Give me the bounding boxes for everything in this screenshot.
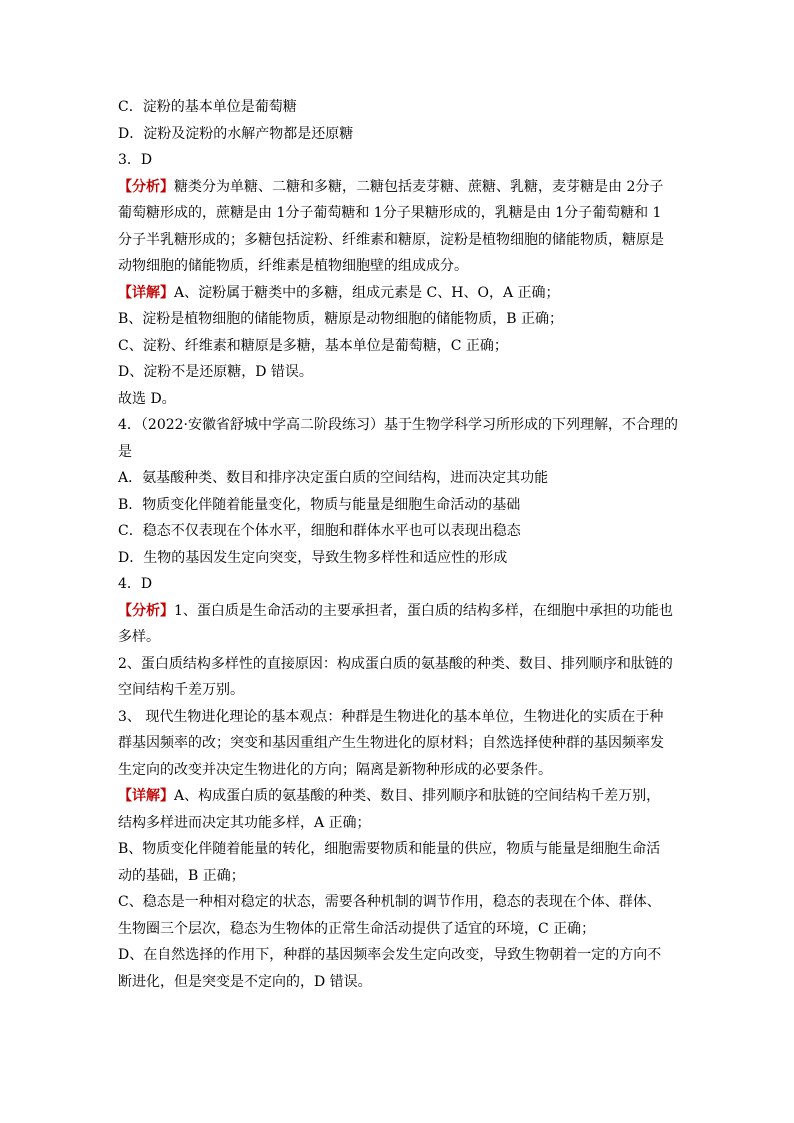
q4-analysis-line-2: 多样。 [118, 629, 160, 645]
q3-analysis-line-4: 动物细胞的储能物质，纤维素是植物细胞壁的组成成分。 [118, 258, 468, 274]
q4-stem-line-2: 是 [118, 443, 132, 460]
q4-analysis-line-3: 2、蛋白质结构多样性的直接原因：构成蛋白质的氨基酸的种类、数目、排列顺序和肽链的 [118, 655, 673, 672]
q3-analysis-text-1: 糖类分为单糖、二糖和多糖，二糖包括麦芽糖、蔗糖、乳糖，麦芽糖是由 2分子 [174, 178, 664, 195]
q3-detail-line-2: B、淀粉是植物细胞的储能物质，糖原是动物细胞的储能物质，B 正确； [118, 311, 564, 327]
q4-detail-line-4: 动的基础，B 正确； [118, 867, 245, 884]
q3-analysis-tag: 【分析】 [118, 178, 174, 195]
q3-conclusion: 故选 D。 [118, 390, 176, 407]
q3-analysis-line-3: 分子半乳糖形成的；多糖包括淀粉、纤维素和糖原，淀粉是植物细胞的储能物质，糖原是 [118, 231, 664, 248]
q4-detail-text-1: A、构成蛋白质的氨基酸的种类、数目、排列顺序和肽链的空间结构千差万别， [174, 788, 661, 804]
q4-detail-line-5: C、稳态是一种相对稳定的状态，需要各种机制的调节作用，稳态的表现在个体、群体、 [118, 894, 661, 910]
q4-analysis-tag: 【分析】 [118, 602, 174, 619]
q3-option-c: C．淀粉的基本单位是葡萄糖 [118, 99, 297, 115]
q3-option-d: D．淀粉及淀粉的水解产物都是还原糖 [118, 125, 354, 142]
document-content [118, 94, 678, 995]
q4-detail-line-1 [118, 783, 678, 810]
q4-stem-line-1: 4．（2022·安徽省舒城中学高二阶段练习）基于生物学科学习所形成的下列理解，不合理的 [118, 417, 678, 433]
q4-analysis-line-7: 生定向的改变并决定生物进化的方向；隔离是新物种形成的必要条件。 [118, 761, 552, 778]
q3-detail-line-4: D、淀粉不是还原糖，D 错误。 [118, 364, 313, 380]
q4-analysis-text-1: 1、蛋白质是生命活动的主要承担者，蛋白质的结构多样，在细胞中承担的功能也 [174, 602, 673, 619]
q4-analysis-line-5: 3、 现代生物进化理论的基本观点：种群是生物进化的基本单位，生物进化的实质在于种 [118, 708, 664, 725]
q4-detail-line-3: B、物质变化伴随着能量的转化，细胞需要物质和能量的供应，物质与能量是细胞生命活 [118, 841, 661, 857]
q3-analysis-line-2: 葡萄糖形成的，蔗糖是由 1分子葡萄糖和 1分子果糖形成的，乳糖是由 1分子葡萄糖和 1 [118, 205, 662, 221]
q4-detail-line-2: 结构多样进而决定其功能多样，A 正确； [118, 814, 371, 831]
q3-detail-tag: 【详解】 [118, 284, 174, 301]
q3-detail-line-3: C、淀粉、纤维素和糖原是多糖，基本单位是葡萄糖，C 正确； [118, 337, 508, 354]
q4-option-b: B．物质变化伴随着能量变化，物质与能量是细胞生命活动的基础 [118, 496, 521, 513]
q4-detail-line-7: D、在自然选择的作用下，种群的基因频率会发生定向改变，导致生物朝着一定的方向不 [118, 947, 662, 963]
q4-detail-line-6: 生物圈三个层次，稳态为生物体的正常生命活动提供了适宜的环境，C 正确； [118, 920, 596, 937]
q4-option-d: D．生物的基因发生定向突变，导致生物多样性和适应性的形成 [118, 549, 508, 566]
q4-detail-tag: 【详解】 [118, 788, 174, 804]
q4-option-c: C．稳态不仅表现在个体水平，细胞和群体水平也可以表现出稳态 [118, 523, 521, 539]
q3-answer: 3．D [118, 152, 153, 168]
q4-analysis-line-6: 群基因频率的改；突变和基因重组产生生物进化的原材料；自然选择使种群的基因频率发 [118, 735, 664, 751]
q3-detail-text-1: A、淀粉属于糖类中的多糖，组成元素是 C、H、O，A 正确； [174, 284, 560, 301]
q4-analysis-line-4: 空间结构千差万别。 [118, 682, 244, 698]
q4-detail-line-8: 断进化，但是突变是不定向的，D 错误。 [118, 973, 372, 990]
q3-analysis-line-1 [118, 174, 678, 201]
q3-detail-line-1 [118, 280, 678, 307]
q4-answer: 4．D [118, 576, 153, 592]
q4-analysis-line-1 [118, 598, 678, 625]
q4-option-a: A．氨基酸种类、数目和排序决定蛋白质的空间结构，进而决定其功能 [118, 470, 549, 486]
